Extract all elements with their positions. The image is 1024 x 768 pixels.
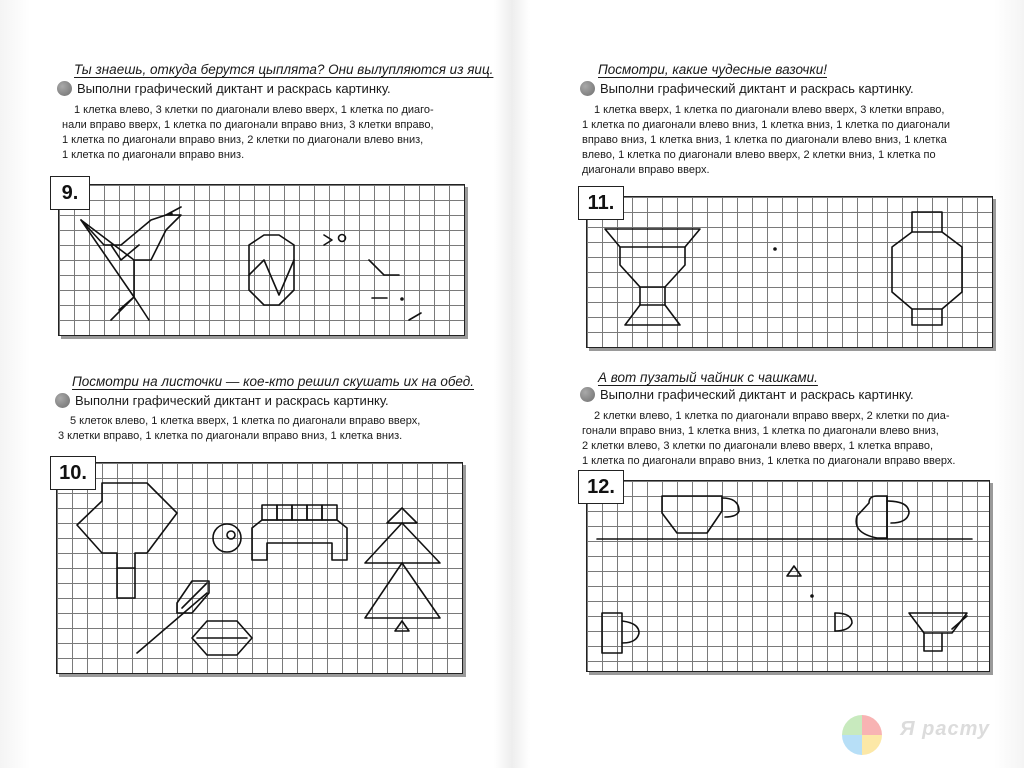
text-line: гонали вправо вниз, 1 клетка вниз, 1 клетка по диагонали влево вниз, xyxy=(582,425,939,437)
tree-top-line xyxy=(387,508,417,523)
caterpillar-segment-icon xyxy=(322,505,337,520)
start-dot-icon xyxy=(810,594,814,598)
chick-body-line xyxy=(369,260,399,275)
barrel-body-line xyxy=(892,232,962,309)
caterpillar-head-icon xyxy=(213,524,241,552)
exercise-11-instruction: Выполни графический диктант и раскрась картинку. xyxy=(600,81,914,96)
exercise-12-text xyxy=(582,409,955,469)
exercise-12-instruction: Выполни графический диктант и раскрась картинку. xyxy=(600,387,914,402)
exercise-11-drawing xyxy=(587,197,992,347)
exercise-12-drawing xyxy=(587,481,989,671)
cup-outline-line xyxy=(602,613,622,653)
cup-outline-line xyxy=(662,496,722,533)
start-dot-icon xyxy=(773,247,777,251)
vase-top-line xyxy=(605,229,700,247)
cup-handle-line xyxy=(835,613,852,631)
exercise-11-title: Посмотри, какие чудесные вазочки! xyxy=(598,62,827,77)
vase-handle-line xyxy=(952,616,967,629)
text-line: 1 клетка по диагонали вправо вниз. xyxy=(62,149,245,161)
egg-crack-line xyxy=(249,260,294,295)
chick-start-dot-icon xyxy=(400,297,404,301)
bullet-dot-icon xyxy=(55,393,70,408)
tree-tier-line xyxy=(365,563,440,618)
vase-base-line xyxy=(924,633,942,651)
exercise-10-drawing xyxy=(57,463,462,673)
hen-comb-line xyxy=(166,207,181,215)
exercise-10-number: 10. xyxy=(50,456,96,490)
bullet-dot-icon xyxy=(580,387,595,402)
exercise-9-instruction-row xyxy=(57,81,391,96)
vase-neck-line xyxy=(640,287,665,305)
text-line: 1 клетка по диагонали вправо вниз, 2 клетки по диагонали влево вниз, xyxy=(62,134,424,146)
cup-handle-line xyxy=(722,498,739,517)
chick-eye-icon xyxy=(339,235,346,242)
exercise-11-instruction-row xyxy=(580,81,914,96)
text-line: 3 клетки вправо, 1 клетка по диагонали вправо вниз, 1 клетка вниз. xyxy=(58,430,403,442)
exercise-9-grid[interactable] xyxy=(58,184,465,336)
watermark-text: Я расту xyxy=(900,718,991,740)
cup-handle-line xyxy=(622,621,639,643)
cup-round-outline xyxy=(856,496,887,538)
hen-leg-line xyxy=(81,220,134,310)
barrel-top-line xyxy=(912,212,942,232)
exercise-9-drawing xyxy=(59,185,464,335)
exercise-9-text xyxy=(62,103,434,163)
exercise-10-instruction: Выполни графический диктант и раскрась картинку. xyxy=(75,393,389,408)
text-line: 5 клеток влево, 1 клетка вверх, 1 клетка по диагонали вправо вверх, xyxy=(70,415,421,427)
exercise-11-grid[interactable] xyxy=(586,196,993,348)
chick-beak-line xyxy=(324,235,332,245)
text-line: 1 клетка по диагонали вправо вниз, 1 клетка по диагонали вправо вверх. xyxy=(582,455,956,467)
text-line: диагонали вправо вверх. xyxy=(582,164,710,176)
caterpillar-eye-icon xyxy=(227,531,235,539)
text-line: 1 клетка влево, 3 клетки по диагонали влево вверх, 1 клетка по диаго- xyxy=(74,104,434,116)
exercise-10-title: Посмотри на листочки — кое-кто решил скушать их на обед. xyxy=(72,374,475,389)
tree-tier-line xyxy=(365,523,440,563)
exercise-11-number: 11. xyxy=(578,186,624,220)
hen-foot-line xyxy=(111,297,149,320)
text-line: 2 клетки влево, 1 клетка по диагонали вправо вверх, 2 клетки по диа- xyxy=(594,410,950,422)
exercise-12-instruction-row xyxy=(580,387,914,402)
bullet-dot-icon xyxy=(57,81,72,96)
exercise-10-text xyxy=(58,414,420,444)
vase-body-line xyxy=(620,247,685,287)
caterpillar-segment-icon xyxy=(262,505,277,520)
exercise-10-grid[interactable] xyxy=(56,462,463,674)
exercise-9-number: 9. xyxy=(50,176,90,210)
leaf-shape-line xyxy=(77,483,177,598)
exercise-12-number: 12. xyxy=(578,470,624,504)
caterpillar-segment-icon xyxy=(307,505,322,520)
caterpillar-segment-icon xyxy=(277,505,292,520)
text-line: 1 клетка вверх, 1 клетка по диагонали влево вверх, 3 клетки вправо, xyxy=(594,104,945,116)
text-line: вправо вниз, 1 клетка вниз, 1 клетка по диагонали влево вниз, 1 клетка xyxy=(582,134,947,146)
text-line: влево, 1 клетка по диагонали влево вверх, 2 клетки вниз, 1 клетка по xyxy=(582,149,936,161)
exercise-10-instruction-row xyxy=(55,393,389,408)
text-line: 2 клетки влево, 3 клетки по диагонали влево вверх, 1 клетка вправо, xyxy=(582,440,934,452)
text-line: нали вправо вверх, 1 клетка по диагонали вправо вниз, 3 клетки вправо, xyxy=(62,119,434,131)
egg-outline-line xyxy=(249,235,294,305)
hen-body-line xyxy=(81,215,181,260)
barrel-base-line xyxy=(912,309,942,325)
cup-handle-line xyxy=(887,501,909,523)
caterpillar-body-line xyxy=(252,520,347,560)
caterpillar-segment-icon xyxy=(292,505,307,520)
text-line: 1 клетка по диагонали влево вниз, 1 клетка вниз, 1 клетка по диагонали xyxy=(582,119,951,131)
watermark-ball-logo xyxy=(842,715,882,755)
exercise-9-title: Ты знаешь, откуда берутся цыплята? Они вылупляются из яиц. xyxy=(74,62,494,77)
vase-base-line xyxy=(625,305,680,325)
tree-trunk-line xyxy=(395,621,409,631)
exercise-11-text xyxy=(582,103,950,178)
bullet-dot-icon xyxy=(580,81,595,96)
hen-eye-icon xyxy=(169,212,173,216)
exercise-12-grid[interactable] xyxy=(586,480,990,672)
exercise-9-instruction: Выполни графический диктант и раскрась картинку. xyxy=(77,81,391,96)
teapot-lid-line xyxy=(787,566,801,576)
exercise-12-title: А вот пузатый чайник с чашками. xyxy=(598,370,818,385)
chick-foot-line xyxy=(409,313,421,320)
